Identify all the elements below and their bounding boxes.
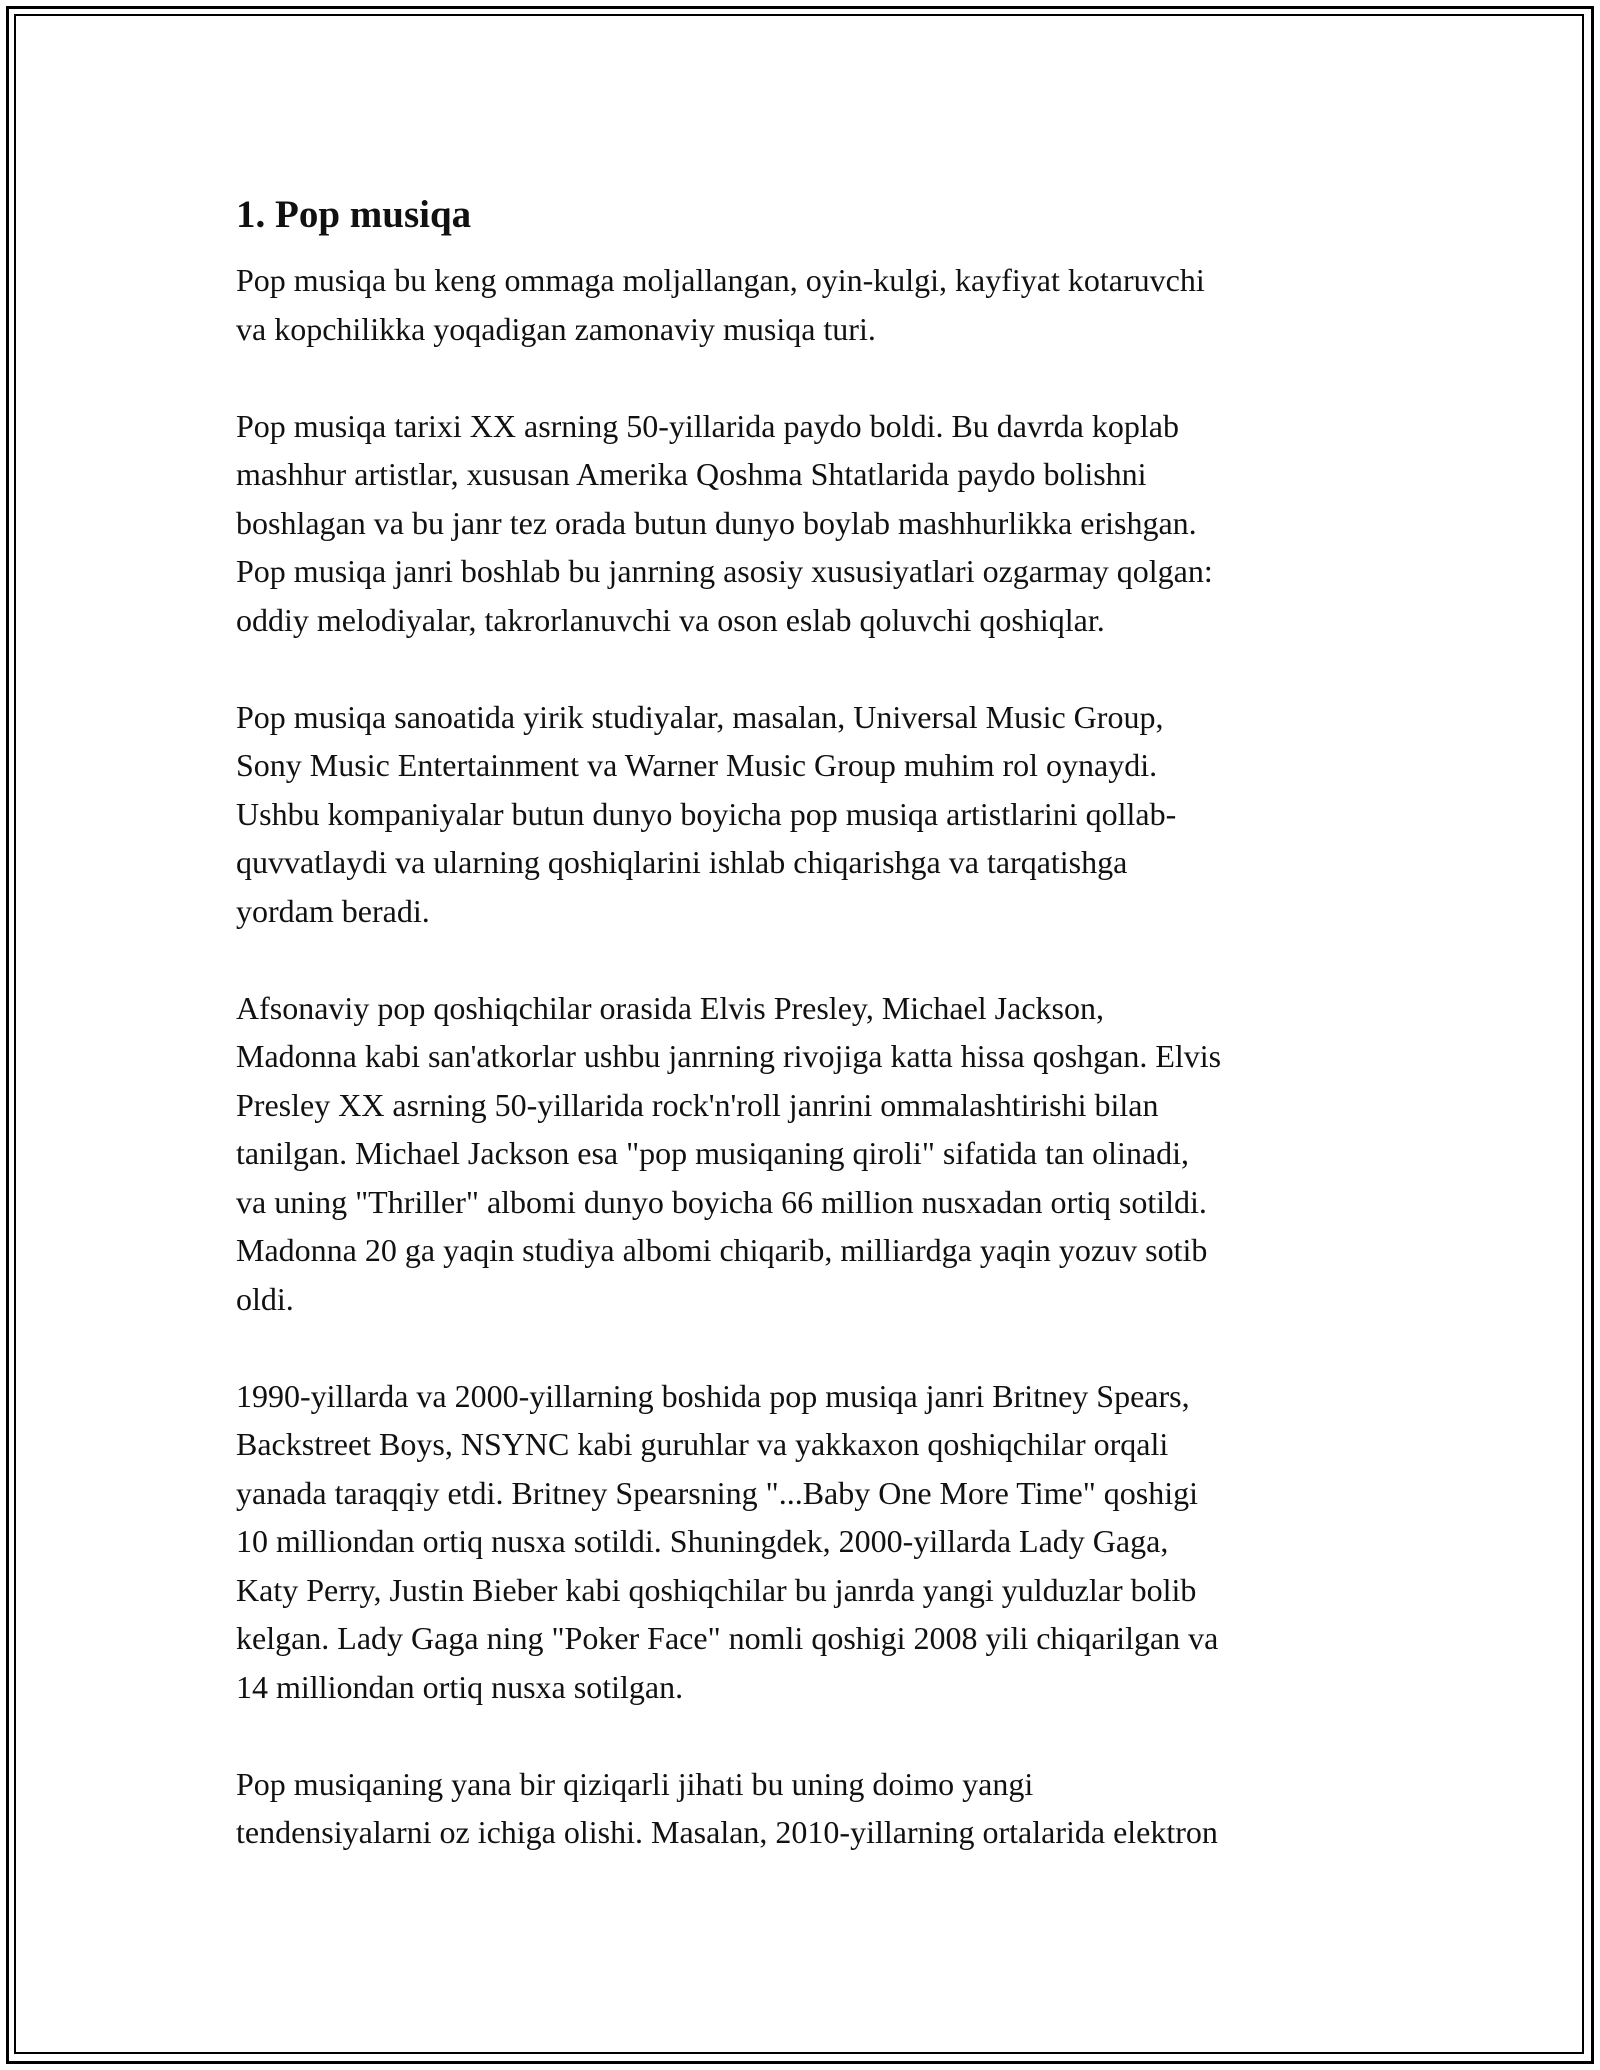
text-line: kelgan. Lady Gaga ning "Poker Face" nomli qoshigi 2008 yili chiqarilgan va (236, 1620, 1219, 1656)
text-line: Pop musiqa sanoatida yirik studiyalar, masalan, Universal Music Group, (236, 698, 1164, 735)
text-line: tanilgan. Michael Jackson esa "pop musiqaning qiroli" sifatida tan olinadi, (236, 1135, 1190, 1171)
text-line: Afsonaviy pop qoshiqchilar orasida Elvis Presley, Michael Jackson, (236, 989, 1104, 1026)
paragraph-4 (236, 984, 1366, 1324)
text-line: 10 milliondan ortiq nusxa sotildi. Shuningdek, 2000-yillarda Lady Gaga, (236, 1523, 1169, 1559)
paragraph-1 (236, 256, 1366, 353)
text-line: boshlagan va bu janr tez orada butun dunyo boylab mashhurlikka erishgan. (236, 504, 1197, 541)
text-line: Pop musiqaning yana bir qiziqarli jihati bu uning doimo yangi (236, 1765, 1034, 1802)
text-line: Ushbu kompaniyalar butun dunyo boyicha pop musiqa artistlarini qollab- (236, 795, 1177, 832)
paragraph-3 (236, 693, 1366, 936)
text-line: Madonna 20 ga yaqin studiya albomi chiqarib, milliardga yaqin yozuv sotib (236, 1232, 1208, 1268)
paragraph-6 (236, 1760, 1366, 1857)
text-line: oddiy melodiyalar, takrorlanuvchi va oson eslab qoluvchi qoshiqlar. (236, 601, 1105, 638)
text-line: Katy Perry, Justin Bieber kabi qoshiqchilar bu janrda yangi yulduzlar bolib (236, 1571, 1197, 1608)
text-line: va uning "Thriller" albomi dunyo boyicha 66 million nusxadan ortiq sotildi. (236, 1183, 1207, 1220)
paragraph-2 (236, 402, 1366, 645)
text-line: Presley XX asrning 50-yillarida rock'n'roll janrini ommalashtirishi bilan (236, 1086, 1159, 1123)
text-line: tendensiyalarni oz ichiga olishi. Masalan, 2010-yillarning ortalarida elektron (236, 1814, 1218, 1850)
document-body (236, 180, 1366, 1905)
text-line: Pop musiqa bu keng ommaga moljallangan, oyin-kulgi, kayfiyat kotaruvchi (236, 262, 1205, 298)
text-line: mashhur artistlar, xususan Amerika Qoshma Shtatlarida paydo bolishni (236, 456, 1147, 492)
text-line: Pop musiqa tarixi XX asrning 50-yillarida paydo boldi. Bu davrda koplab (236, 407, 1179, 444)
text-line: oldi. (236, 1280, 294, 1317)
text-line: Sony Music Entertainment va Warner Music Group muhim rol oynaydi. (236, 747, 1158, 783)
paragraph-5 (236, 1372, 1366, 1712)
text-line: 1990-yillarda va 2000-yillarning boshida pop musiqa janri Britney Spears, (236, 1377, 1190, 1414)
section-heading: 1. Pop musiqa (236, 193, 472, 236)
text-line: va kopchilikka yoqadigan zamonaviy musiqa turi. (236, 310, 876, 347)
text-line: Madonna kabi san'atkorlar ushbu janrning rivojiga katta hissa qoshgan. Elvis (236, 1038, 1222, 1074)
text-line: 14 milliondan ortiq nusxa sotilgan. (236, 1668, 684, 1705)
text-line: Pop musiqa janri boshlab bu janrning asosiy xususiyatlari ozgarmay qolgan: (236, 553, 1213, 589)
text-line: quvvatlaydi va ularning qoshiqlarini ishlab chiqarishga va tarqatishga (236, 844, 1128, 880)
text-line: yanada taraqqiy etdi. Britney Spearsning "...Baby One More Time" qoshigi (236, 1474, 1198, 1511)
text-line: Backstreet Boys, NSYNC kabi guruhlar va yakkaxon qoshiqchilar orqali (236, 1426, 1169, 1462)
text-line: yordam beradi. (236, 892, 430, 929)
